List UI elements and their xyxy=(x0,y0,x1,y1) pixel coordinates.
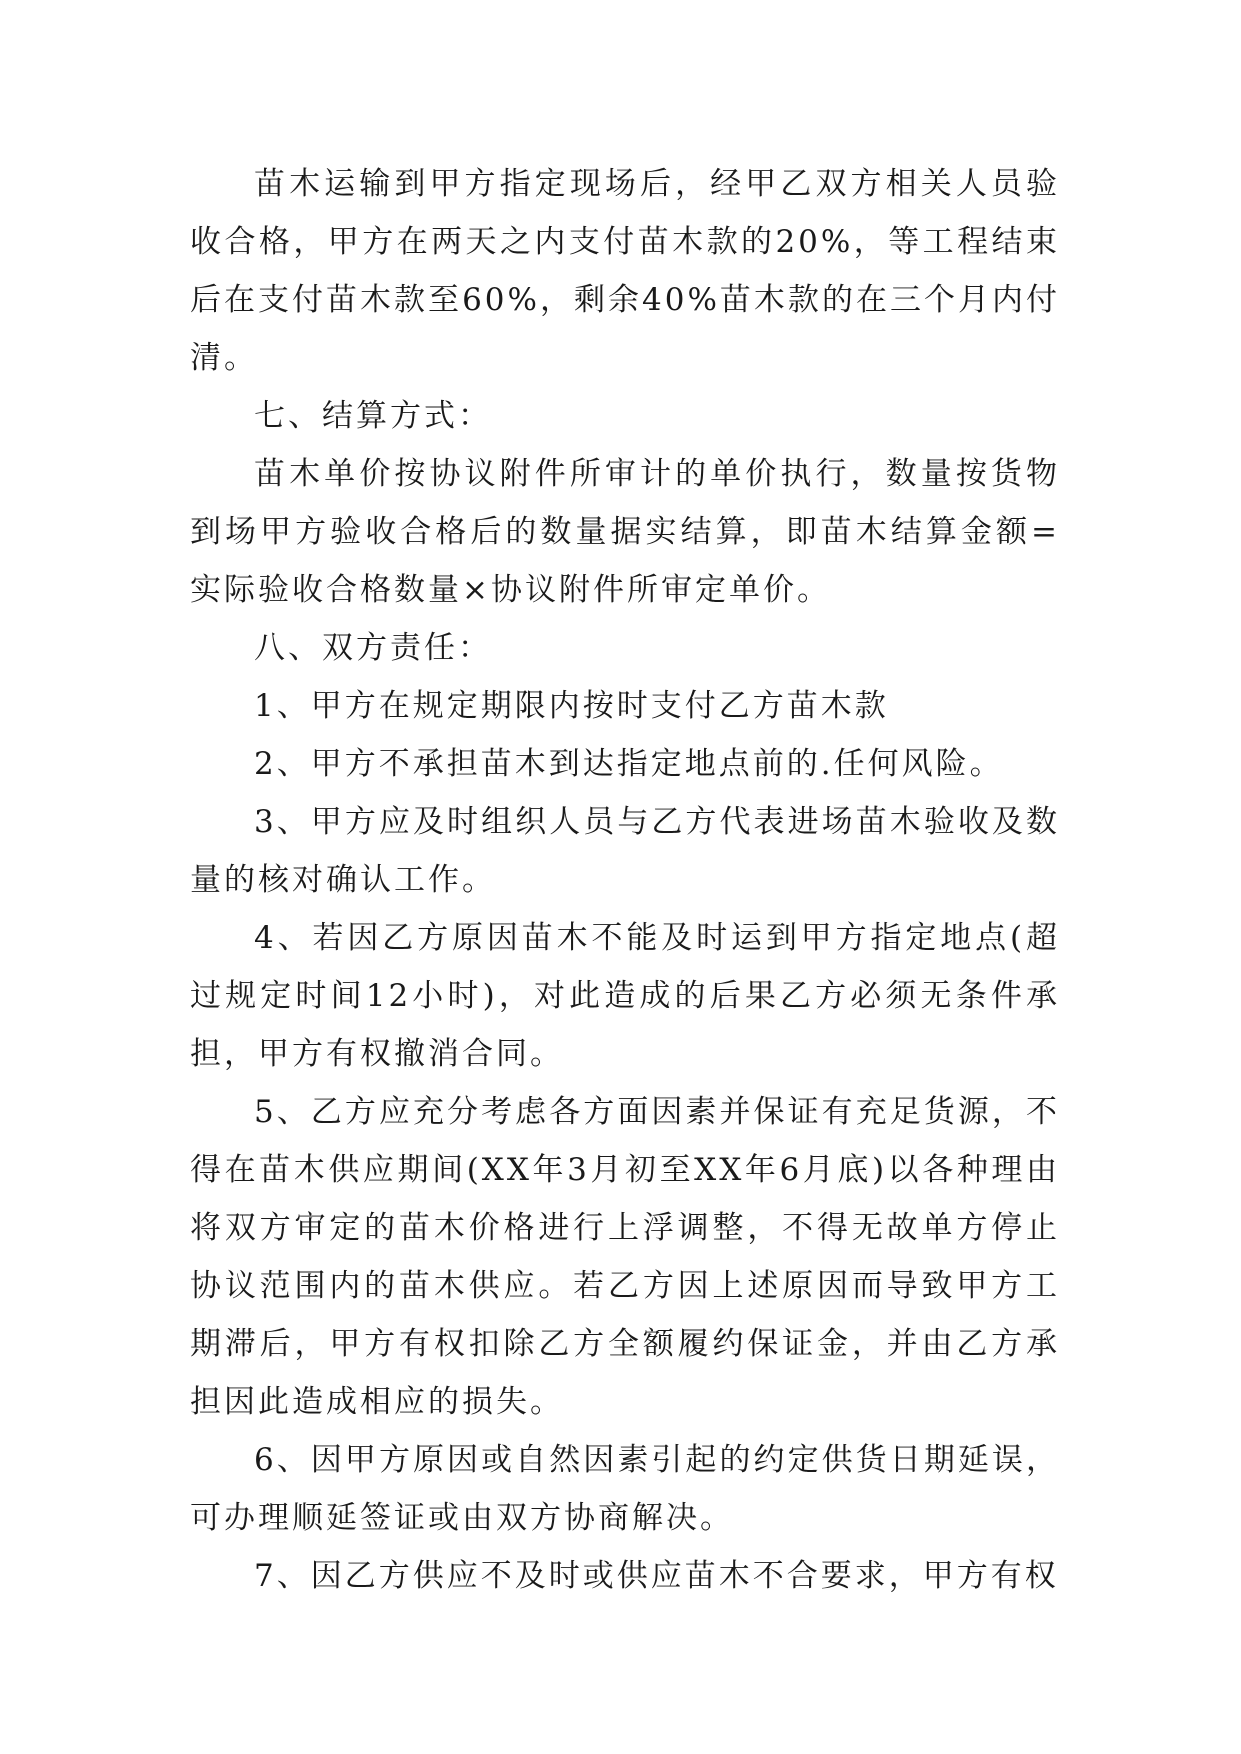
heading-settlement-method: 七、结算方式： xyxy=(254,398,492,434)
paragraph-settlement-method: 苗木单价按协议附件所审计的单价执行，数量按货物到场甲方验收合格后的数量据实结算，即苗木结算金额=实际验收合格数量×协议附件所审定单价。 xyxy=(190,456,1060,608)
clause-2: 2、甲方不承担苗木到达指定地点前的.任何风险。 xyxy=(254,746,1004,782)
clause-1: 1、甲方在规定期限内按时支付乙方苗木款 xyxy=(254,688,889,724)
clause-4: 4、若因乙方原因苗木不能及时运到甲方指定地点(超过规定时间12小时)，对此造成的后果乙方必须无条件承担，甲方有权撤消合同。 xyxy=(190,920,1060,1072)
clause-3: 3、甲方应及时组织人员与乙方代表进场苗木验收及数量的核对确认工作。 xyxy=(190,804,1060,898)
document-body xyxy=(190,155,1060,1605)
heading-responsibilities: 八、双方责任： xyxy=(254,630,492,666)
paragraph-payment-terms: 苗木运输到甲方指定现场后，经甲乙双方相关人员验收合格，甲方在两天之内支付苗木款的20%，等工程结束后在支付苗木款至60%，剩余40%苗木款的在三个月内付清。 xyxy=(190,166,1060,376)
clause-7: 7、因乙方供应不及时或供应苗木不合要求，甲方有权 xyxy=(254,1558,1059,1594)
clause-6: 6、因甲方原因或自然因素引起的约定供货日期延误，可办理顺延签证或由双方协商解决。 xyxy=(190,1442,1060,1536)
clause-5: 5、乙方应充分考虑各方面因素并保证有充足货源，不得在苗木供应期间(XX年3月初至XX年6月底)以各种理由将双方审定的苗木价格进行上浮调整，不得无故单方停止协议范围内的苗木供应。若乙方因上述原因而导致甲方工期滞后，甲方有权扣除乙方全额履约保证金，并由乙方承担因此造成相应的损失。 xyxy=(190,1094,1060,1420)
